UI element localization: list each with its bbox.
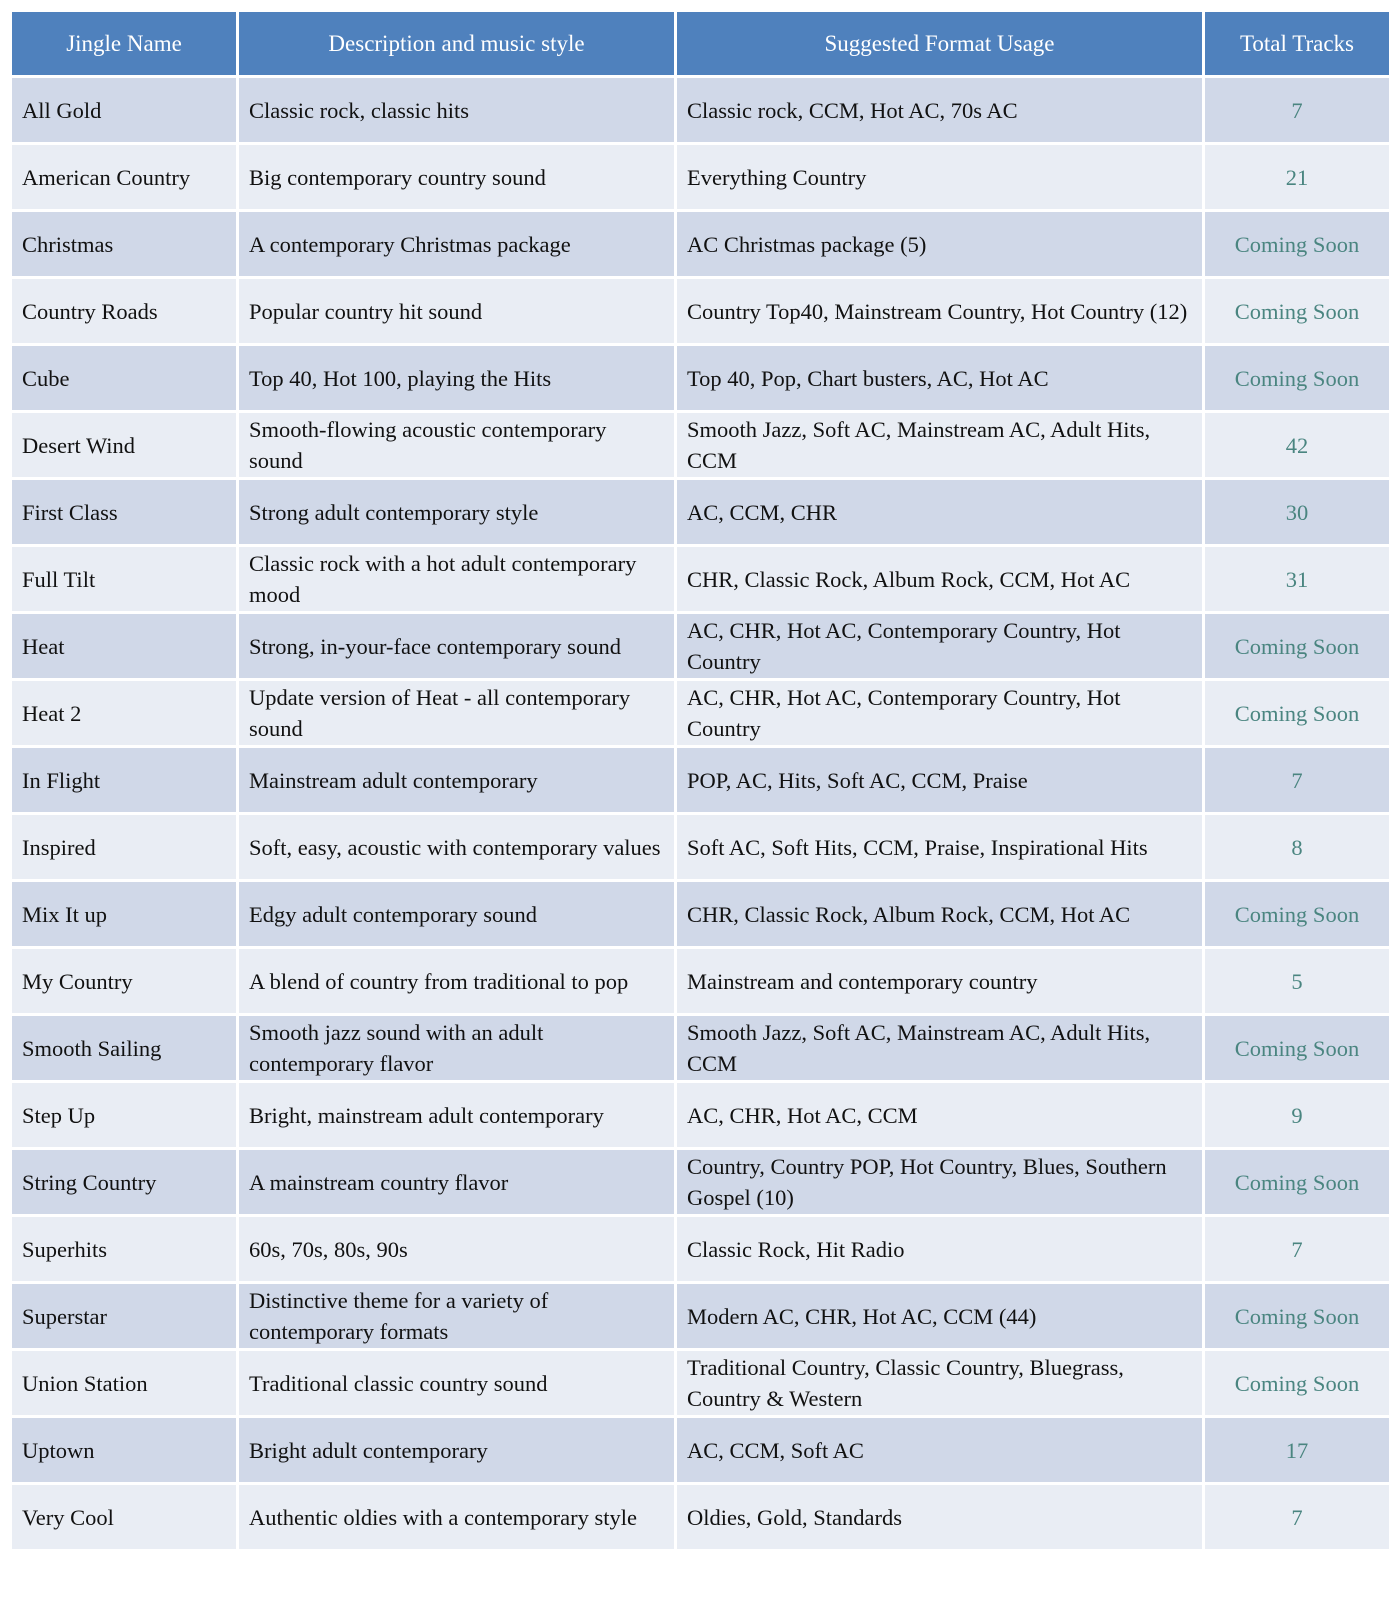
table-row [12, 212, 1389, 276]
format-usage-cell: AC, CHR, Hot AC, CCM [677, 1083, 1202, 1147]
description-cell: 60s, 70s, 80s, 90s [239, 1217, 674, 1281]
total-tracks-cell: Coming Soon [1205, 1351, 1389, 1415]
description-cell: Soft, easy, acoustic with contemporary values [239, 815, 674, 879]
total-tracks-cell: 9 [1205, 1083, 1389, 1147]
jingle-name-cell: Very Cool [12, 1485, 236, 1549]
format-usage-cell: Mainstream and contemporary country [677, 949, 1202, 1013]
total-tracks-cell: Coming Soon [1205, 212, 1389, 276]
description-cell: Smooth-flowing acoustic contemporary sound [239, 413, 674, 477]
table-row [12, 1217, 1389, 1281]
description-cell: Edgy adult contemporary sound [239, 882, 674, 946]
format-usage-cell: CHR, Classic Rock, Album Rock, CCM, Hot AC [677, 882, 1202, 946]
table-row [12, 1016, 1389, 1080]
description-cell: Distinctive theme for a variety of contemporary formats [239, 1284, 674, 1348]
table-row [12, 882, 1389, 946]
description-cell: Authentic oldies with a contemporary style [239, 1485, 674, 1549]
table-header [12, 12, 1389, 75]
description-cell: Bright adult contemporary [239, 1418, 674, 1482]
jingle-name-cell: My Country [12, 949, 236, 1013]
jingle-name-cell: Step Up [12, 1083, 236, 1147]
jingle-name-cell: Cube [12, 346, 236, 410]
jingle-name-cell: Superstar [12, 1284, 236, 1348]
format-usage-cell: Everything Country [677, 145, 1202, 209]
format-usage-cell: AC, CHR, Hot AC, Contemporary Country, Hot Country [677, 681, 1202, 745]
jingle-name-cell: Full Tilt [12, 547, 236, 611]
total-tracks-cell: 7 [1205, 1217, 1389, 1281]
header-total-tracks: Total Tracks [1205, 12, 1389, 75]
table-row [12, 614, 1389, 678]
header-row [12, 12, 1389, 75]
format-usage-cell: Modern AC, CHR, Hot AC, CCM (44) [677, 1284, 1202, 1348]
total-tracks-cell: Coming Soon [1205, 346, 1389, 410]
description-cell: Classic rock with a hot adult contemporary mood [239, 547, 674, 611]
description-cell: Classic rock, classic hits [239, 78, 674, 142]
total-tracks-cell: 7 [1205, 748, 1389, 812]
table-row [12, 78, 1389, 142]
format-usage-cell: Country, Country POP, Hot Country, Blues, Southern Gospel (10) [677, 1150, 1202, 1214]
format-usage-cell: Top 40, Pop, Chart busters, AC, Hot AC [677, 346, 1202, 410]
table-row [12, 1485, 1389, 1549]
description-cell: Bright, mainstream adult contemporary [239, 1083, 674, 1147]
total-tracks-cell: Coming Soon [1205, 614, 1389, 678]
total-tracks-cell: 17 [1205, 1418, 1389, 1482]
table-row [12, 949, 1389, 1013]
jingle-name-cell: Christmas [12, 212, 236, 276]
total-tracks-cell: Coming Soon [1205, 681, 1389, 745]
format-usage-cell: Smooth Jazz, Soft AC, Mainstream AC, Adult Hits, CCM [677, 1016, 1202, 1080]
table-row [12, 413, 1389, 477]
jingle-name-cell: Mix It up [12, 882, 236, 946]
description-cell: Smooth jazz sound with an adult contemporary flavor [239, 1016, 674, 1080]
description-cell: Strong, in-your-face contemporary sound [239, 614, 674, 678]
format-usage-cell: Classic Rock, Hit Radio [677, 1217, 1202, 1281]
description-cell: Mainstream adult contemporary [239, 748, 674, 812]
table-row [12, 346, 1389, 410]
total-tracks-cell: 30 [1205, 480, 1389, 544]
jingle-name-cell: Uptown [12, 1418, 236, 1482]
description-cell: Update version of Heat - all contemporary sound [239, 681, 674, 745]
jingle-name-cell: Heat 2 [12, 681, 236, 745]
table-row [12, 1083, 1389, 1147]
description-cell: Big contemporary country sound [239, 145, 674, 209]
format-usage-cell: Traditional Country, Classic Country, Bluegrass, Country & Western [677, 1351, 1202, 1415]
description-cell: A blend of country from traditional to pop [239, 949, 674, 1013]
table-row [12, 681, 1389, 745]
jingle-name-cell: First Class [12, 480, 236, 544]
jingle-name-cell: American Country [12, 145, 236, 209]
jingle-name-cell: Smooth Sailing [12, 1016, 236, 1080]
description-cell: A contemporary Christmas package [239, 212, 674, 276]
total-tracks-cell: 5 [1205, 949, 1389, 1013]
jingle-name-cell: Inspired [12, 815, 236, 879]
total-tracks-cell: Coming Soon [1205, 1284, 1389, 1348]
total-tracks-cell: 42 [1205, 413, 1389, 477]
header-description: Description and music style [239, 12, 674, 75]
table-row [12, 1351, 1389, 1415]
description-cell: A mainstream country flavor [239, 1150, 674, 1214]
jingle-name-cell: Desert Wind [12, 413, 236, 477]
format-usage-cell: AC Christmas package (5) [677, 212, 1202, 276]
total-tracks-cell: 31 [1205, 547, 1389, 611]
table-body [12, 78, 1389, 1549]
description-cell: Traditional classic country sound [239, 1351, 674, 1415]
format-usage-cell: Smooth Jazz, Soft AC, Mainstream AC, Adult Hits, CCM [677, 413, 1202, 477]
table-row [12, 1150, 1389, 1214]
total-tracks-cell: Coming Soon [1205, 1016, 1389, 1080]
format-usage-cell: AC, CCM, CHR [677, 480, 1202, 544]
format-usage-cell: POP, AC, Hits, Soft AC, CCM, Praise [677, 748, 1202, 812]
jingle-table [9, 9, 1392, 1552]
format-usage-cell: Country Top40, Mainstream Country, Hot Country (12) [677, 279, 1202, 343]
format-usage-cell: Oldies, Gold, Standards [677, 1485, 1202, 1549]
total-tracks-cell: Coming Soon [1205, 279, 1389, 343]
header-jingle-name: Jingle Name [12, 12, 236, 75]
format-usage-cell: AC, CCM, Soft AC [677, 1418, 1202, 1482]
description-cell: Top 40, Hot 100, playing the Hits [239, 346, 674, 410]
jingle-name-cell: Union Station [12, 1351, 236, 1415]
format-usage-cell: CHR, Classic Rock, Album Rock, CCM, Hot AC [677, 547, 1202, 611]
total-tracks-cell: Coming Soon [1205, 1150, 1389, 1214]
jingle-name-cell: Heat [12, 614, 236, 678]
total-tracks-cell: 21 [1205, 145, 1389, 209]
jingle-name-cell: In Flight [12, 748, 236, 812]
total-tracks-cell: Coming Soon [1205, 882, 1389, 946]
header-format-usage: Suggested Format Usage [677, 12, 1202, 75]
total-tracks-cell: 7 [1205, 78, 1389, 142]
description-cell: Strong adult contemporary style [239, 480, 674, 544]
table-row [12, 145, 1389, 209]
jingle-name-cell: All Gold [12, 78, 236, 142]
table-row [12, 480, 1389, 544]
total-tracks-cell: 7 [1205, 1485, 1389, 1549]
format-usage-cell: Classic rock, CCM, Hot AC, 70s AC [677, 78, 1202, 142]
format-usage-cell: Soft AC, Soft Hits, CCM, Praise, Inspirational Hits [677, 815, 1202, 879]
table-row [12, 1284, 1389, 1348]
table-row [12, 815, 1389, 879]
table-row [12, 1418, 1389, 1482]
table-row [12, 748, 1389, 812]
table-row [12, 547, 1389, 611]
table-row [12, 279, 1389, 343]
jingle-name-cell: String Country [12, 1150, 236, 1214]
total-tracks-cell: 8 [1205, 815, 1389, 879]
jingle-name-cell: Country Roads [12, 279, 236, 343]
format-usage-cell: AC, CHR, Hot AC, Contemporary Country, Hot Country [677, 614, 1202, 678]
description-cell: Popular country hit sound [239, 279, 674, 343]
jingle-name-cell: Superhits [12, 1217, 236, 1281]
jingle-table-container [12, 12, 1386, 1549]
